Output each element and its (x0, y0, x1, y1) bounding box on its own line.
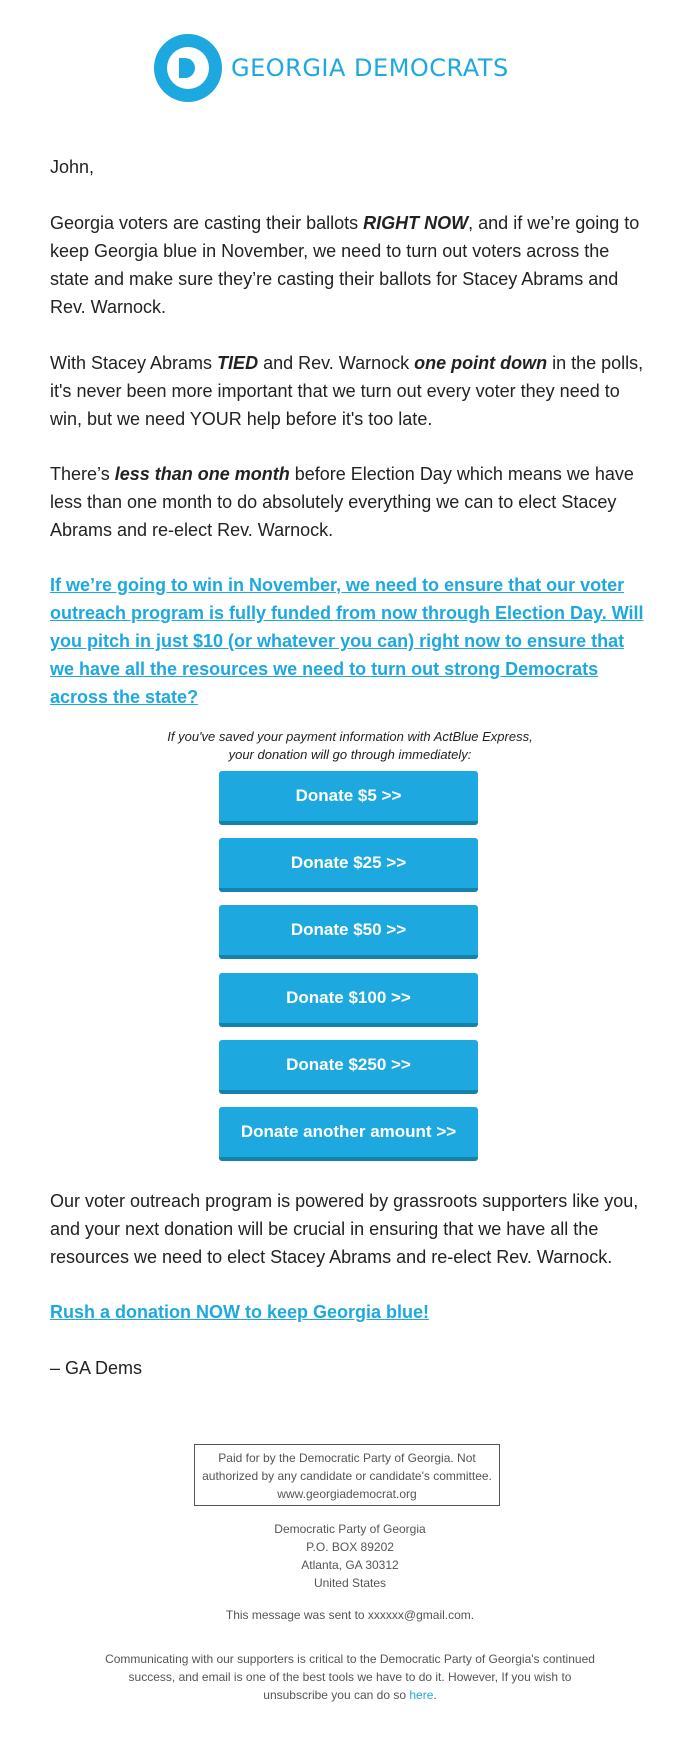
unsubscribe-notice: Communicating with our supporters is critical to the Democratic Party of Georgia's continued success, and email is one of the best tools we have to do it. However, If you wish to unsubscribe you can do so here. (105, 1652, 595, 1702)
paid-for-disclaimer: Paid for by the Democratic Party of Georgia. Not authorized by any candidate or candidate's committee. www.georgiademocrat.org (194, 1444, 500, 1506)
donate-other-amount-button[interactable]: Donate another amount >> (219, 1107, 478, 1161)
actblue-express-note: If you've saved your payment information with ActBlue Express, your donation will go through immediately: (167, 729, 533, 762)
greeting: John, (50, 157, 95, 177)
donate-25-button[interactable]: Donate $25 >> (219, 838, 478, 892)
donate-50-button[interactable]: Donate $50 >> (219, 905, 478, 959)
logo-text: GEORGIA DEMOCRATS (231, 54, 509, 82)
mailing-address: Democratic Party of Georgia P.O. BOX 89202 Atlanta, GA 30312 United States (274, 1522, 426, 1590)
donate-100-button[interactable]: Donate $100 >> (219, 973, 478, 1027)
donation-cta-link[interactable]: If we’re going to win in November, we need to ensure that our voter outreach program is fully funded from now through Election Day. Will you pitch in just $10 (or whatever you can) right now to ensure that we have all the resources we need to turn out strong Democrats across the state? (50, 575, 644, 707)
rush-donation-link[interactable]: Rush a donation NOW to keep Georgia blue! (50, 1302, 430, 1322)
website-url: www.georgiademocrat.org (277, 1487, 417, 1501)
paragraph-1: Georgia voters are casting their ballots RIGHT NOW, and if we’re going to keep Georgia blue in November, we need to turn out voters across the state and make sure they’re casting their ballots for Stacey Abrams and Rev. Warnock. (50, 213, 640, 317)
donate-250-button[interactable]: Donate $250 >> (219, 1040, 478, 1094)
sent-to-notice: This message was sent to xxxxxx@gmail.com. (225, 1608, 475, 1622)
georgia-democrats-logo[interactable] (154, 34, 509, 102)
donate-5-button[interactable]: Donate $5 >> (219, 771, 478, 825)
signature: – GA Dems (50, 1358, 143, 1378)
paragraph-3: There’s less than one month before Election Day which means we have less than one month to do absolutely everything we can to elect Stacey Abrams and re-elect Rev. Warnock. (50, 464, 634, 540)
paragraph-4: Our voter outreach program is powered by grassroots supporters like you, and your next donation will be crucial in ensuring that we have all the resources we need to elect Stacey Abrams and re-elect Rev. Warnock. (50, 1191, 639, 1267)
d-circle-logo-icon (154, 34, 222, 102)
paragraph-2: With Stacey Abrams TIED and Rev. Warnock one point down in the polls, it's never been more important that we turn out every voter they need to win, but we need YOUR help before it's too late. (50, 353, 644, 429)
unsubscribe-link[interactable]: here (409, 1688, 434, 1702)
